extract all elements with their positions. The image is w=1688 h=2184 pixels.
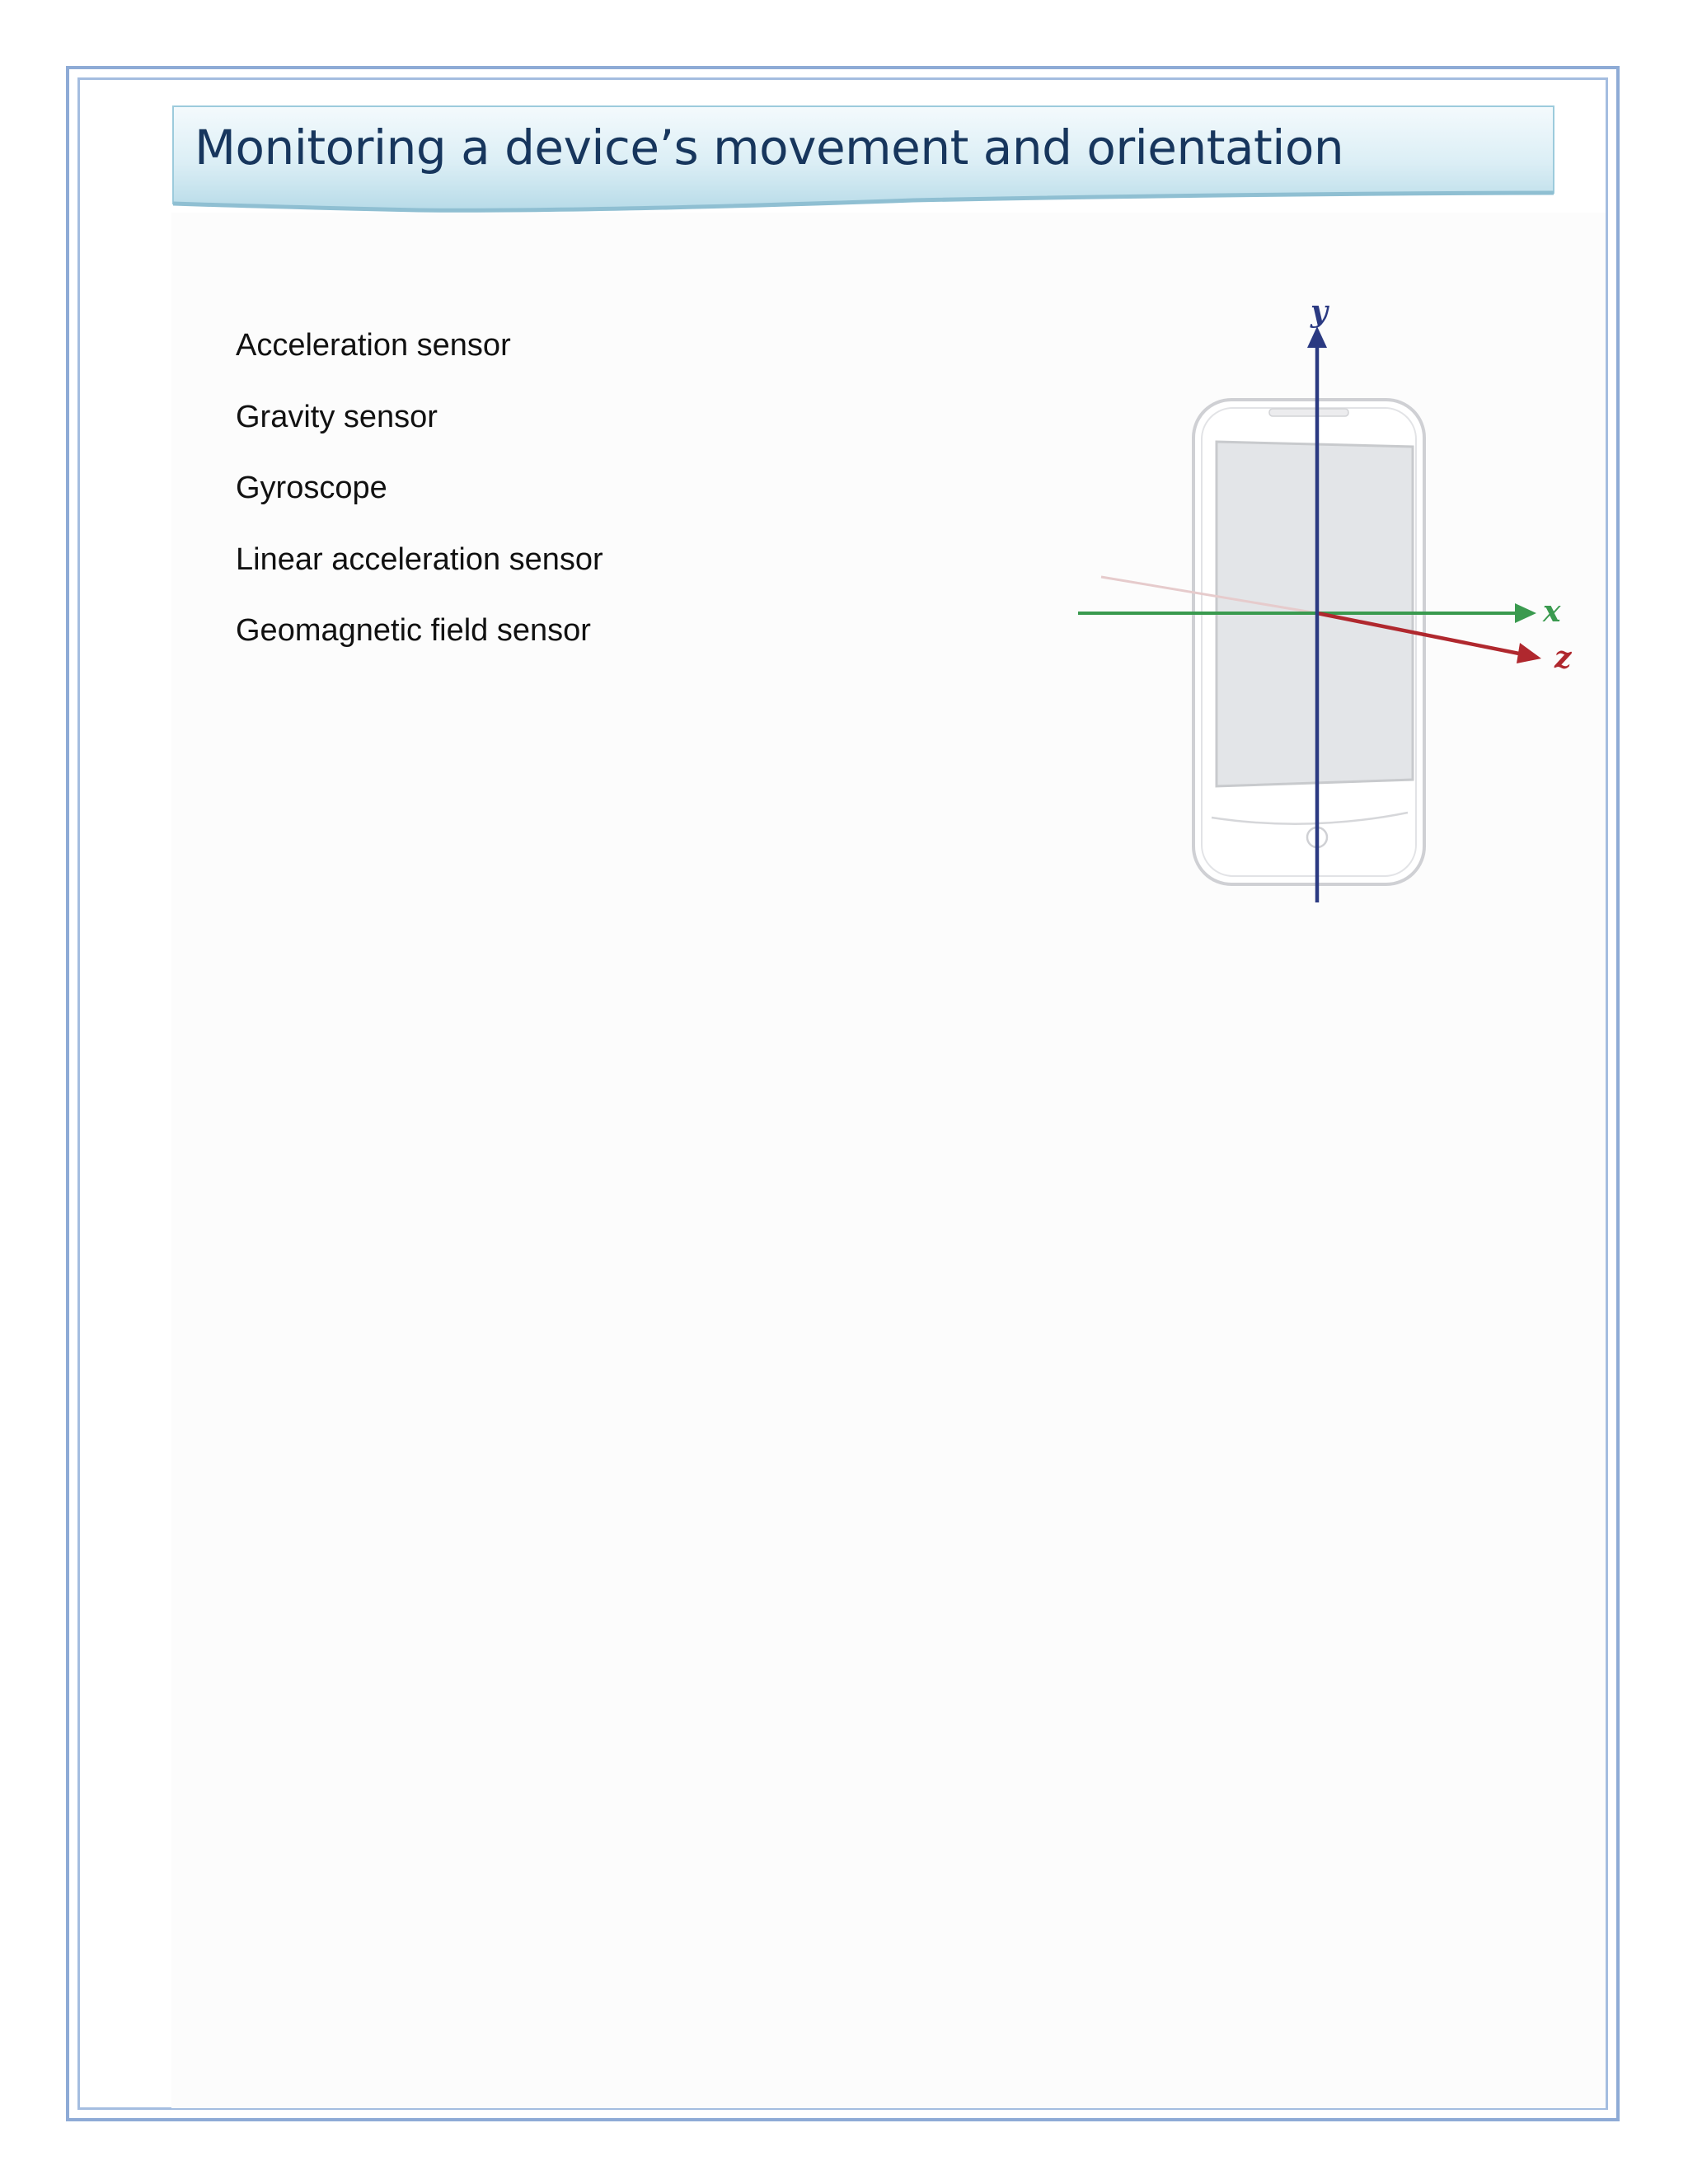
z-axis-label: z (1554, 640, 1572, 675)
sensor-list (236, 323, 603, 680)
page-title: Monitoring a device’s movement and orientation (195, 120, 1344, 176)
list-item: Gravity sensor (236, 399, 438, 434)
x-axis-label: x (1543, 594, 1561, 629)
list-item: Linear acceleration sensor (236, 541, 603, 577)
list-item: Gyroscope (236, 471, 387, 505)
title-banner (171, 105, 1556, 216)
y-axis-arrowhead (1307, 326, 1327, 348)
phone-earpiece (1269, 409, 1348, 416)
z-axis-arrowhead (1517, 643, 1541, 663)
list-item: Acceleration sensor (236, 328, 511, 363)
device-axes-figure (1071, 297, 1607, 940)
x-axis-arrowhead (1515, 603, 1536, 623)
y-axis-label: y (1311, 297, 1328, 329)
list-item: Geomagnetic field sensor (236, 613, 591, 648)
device-axes-diagram (1071, 297, 1607, 940)
